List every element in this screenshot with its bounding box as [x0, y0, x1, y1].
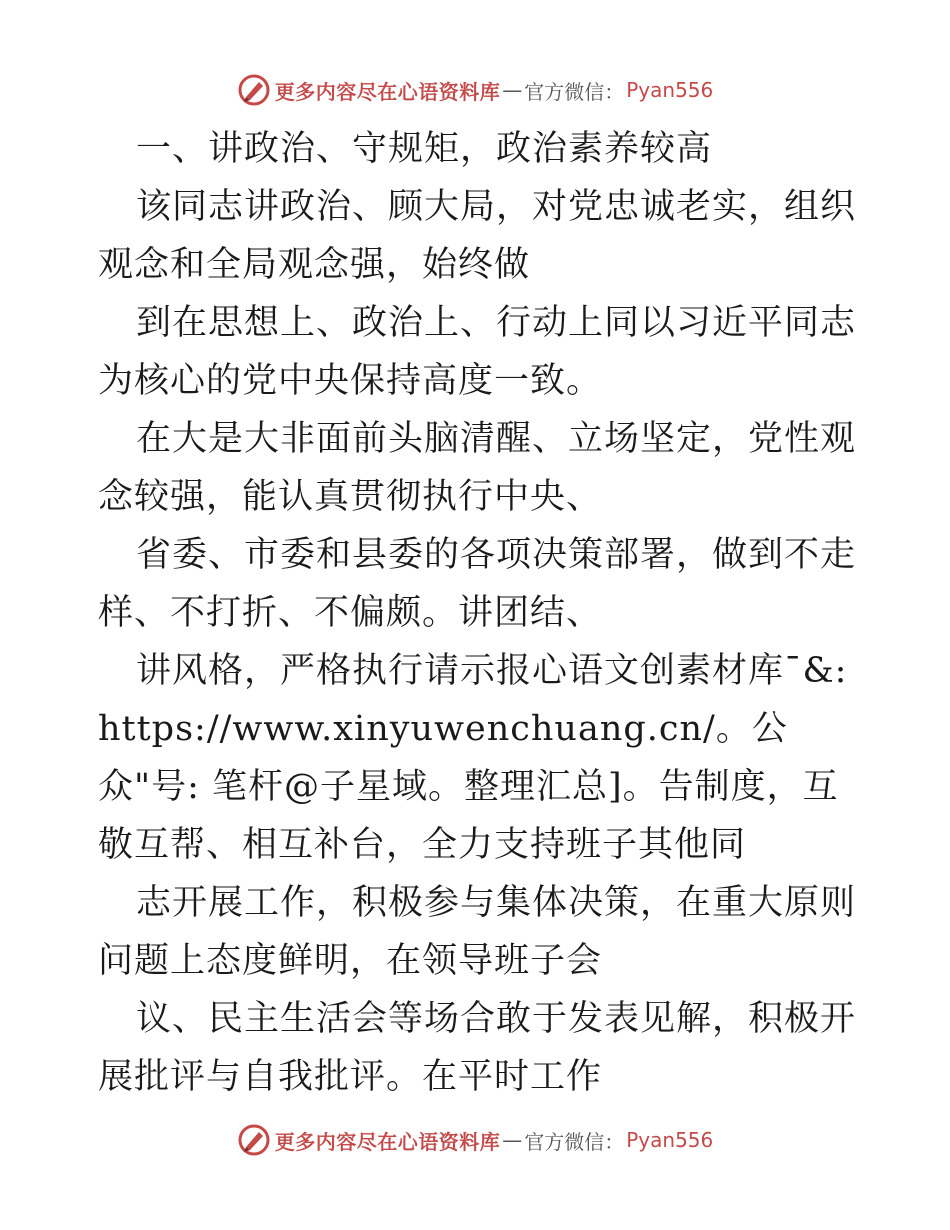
- header-site-text: 更多内容尽在心语资料库: [274, 79, 501, 104]
- footer-wechat-id: Pyan556: [626, 1128, 714, 1152]
- section-heading: 一、讲政治、守规矩，政治素养较高: [136, 129, 713, 169]
- footer-dash: —: [502, 1128, 523, 1152]
- header-banner: [0, 70, 950, 110]
- header-wechat-id: Pyan556: [626, 78, 714, 102]
- body-paragraph: 省委、市委和县委的各项决策部署，做到不走样、不打折、不偏颇。讲团结、: [98, 535, 857, 633]
- body-paragraph: 到在思想上、政治上、行动上同以习近平同志为核心的党中央保持高度一致。: [98, 303, 857, 401]
- header-wechat-label: 官方微信：: [524, 79, 625, 104]
- document-body: [98, 120, 858, 1106]
- body-paragraph: 在大是大非面前头脑清醒、立场坚定，党性观念较强，能认真贯彻执行中央、: [98, 419, 857, 517]
- footer-banner: [0, 1120, 950, 1160]
- body-paragraph: 议、民主生活会等场合敢于发表见解，积极开展批评与自我批评。在平时工作: [98, 999, 857, 1097]
- body-paragraph: 该同志讲政治、顾大局，对党忠诚老实，组织观念和全局观念强，始终做: [98, 187, 857, 285]
- body-paragraph-watermark: 讲风格，严格执行请示报心语文创素材库¯&: https://www.xinyuwenchuang.cn/。公众"号: 笔杆@子星域。整理汇总]。告制度，互敬互帮、相互补台，全力支持班子其他同: [98, 651, 848, 865]
- footer-site-text: 更多内容尽在心语资料库: [274, 1129, 501, 1154]
- body-paragraph: 志开展工作，积极参与集体决策，在重大原则问题上态度鲜明，在领导班子会: [98, 883, 857, 981]
- header-dash: —: [502, 78, 523, 102]
- pen-logo-icon: [237, 1123, 271, 1157]
- pen-logo-icon: [237, 73, 271, 107]
- footer-wechat-label: 官方微信：: [524, 1129, 625, 1154]
